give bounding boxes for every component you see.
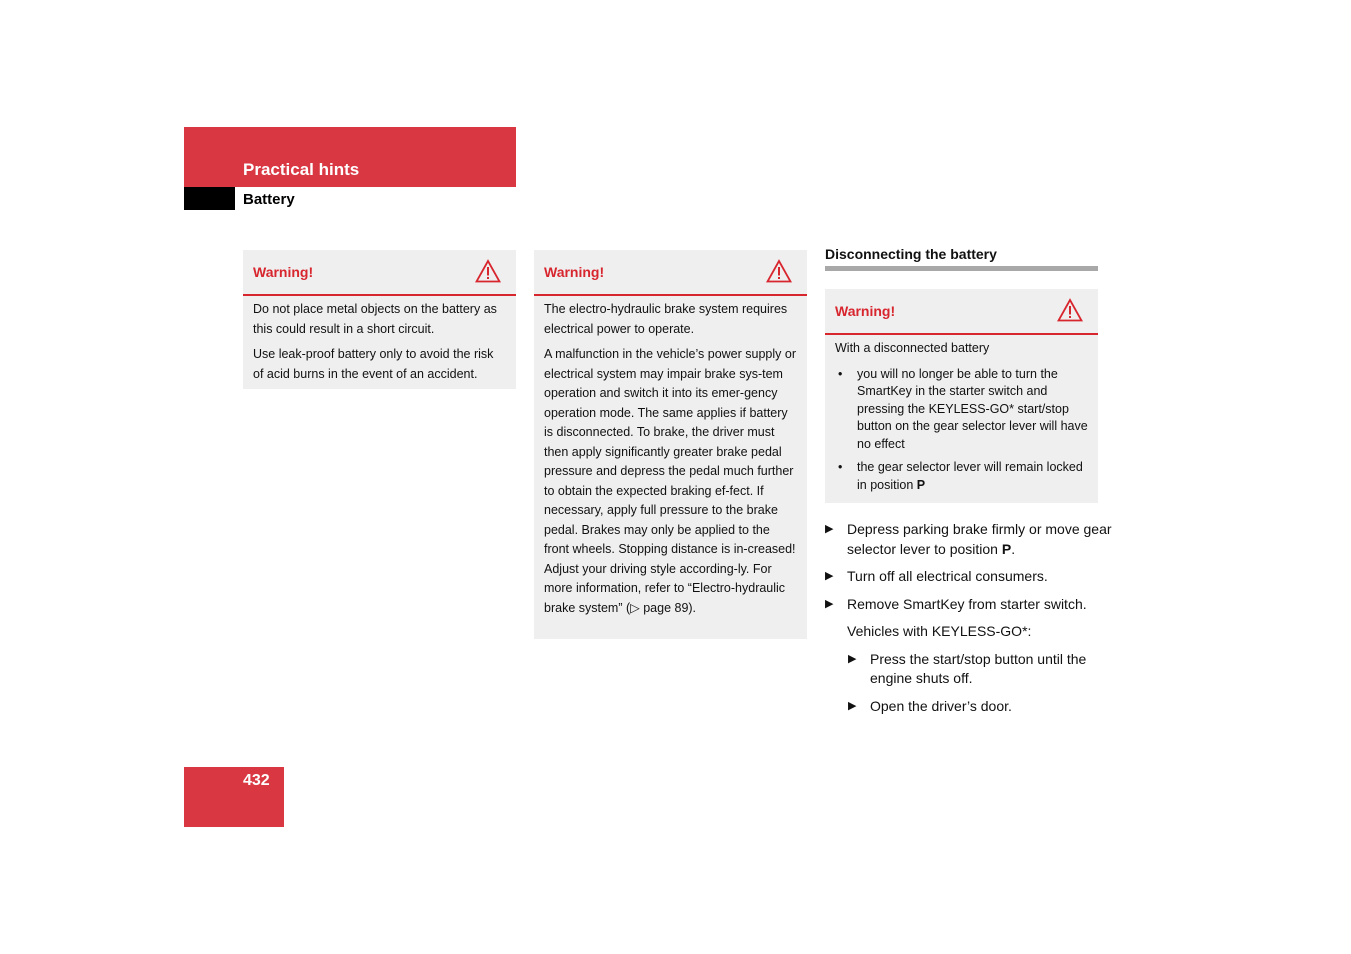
warning-paragraph: The electro-hydraulic brake system requires electrical power to operate.: [544, 302, 788, 336]
warning-triangle-icon: [475, 259, 501, 283]
instruction-steps: [825, 520, 1115, 724]
step-text: Depress parking brake firmly or move gear selector lever to position: [847, 521, 1112, 557]
instruction-substep: [825, 650, 1115, 689]
gear-position-label: P: [916, 477, 926, 492]
instruction-substep: [825, 697, 1115, 717]
list-item: [835, 459, 1088, 494]
warning-header: [825, 289, 1098, 335]
warning-paragraph: Do not place metal objects on the battery as this could result in a short circuit.: [253, 302, 497, 336]
bullet-text: you will no longer be able to turn the SmartKey in the starter switch and pressing the KEYLESS-GO* start/stop button on the gear selector lever will have no effect: [857, 366, 1088, 451]
section-rule: [825, 266, 1098, 271]
chapter-title: Practical hints: [243, 160, 360, 179]
warning-title: Warning!: [544, 264, 605, 280]
keyless-label: Vehicles with KEYLESS-GO*:: [847, 623, 1032, 639]
instruction-step: [825, 520, 1115, 559]
bullet-icon: •: [838, 460, 843, 474]
step-arrow-icon: ▶: [825, 570, 834, 582]
warning-bullet-list: [835, 366, 1088, 495]
instruction-step: [825, 567, 1115, 587]
section-tab-marker: [184, 187, 235, 210]
step-text: Remove SmartKey from starter switch.: [847, 595, 1087, 612]
bullet-icon: •: [838, 366, 843, 381]
step-text-tail: .: [1011, 540, 1016, 557]
warning-title: Warning!: [253, 264, 314, 280]
step-text: Turn off all electrical consumers.: [847, 568, 1048, 584]
bullet-text: the gear selector lever will remain locked in position: [857, 460, 1083, 492]
step-text: Open the driver’s door.: [870, 697, 1012, 714]
warning-box-battery-objects: [243, 250, 516, 389]
warning-paragraph: A malfunction in the vehicle’s power supply or electrical system may impair brake sys-tem operation and switch it into its emer-gency operation mode. The same applies if battery is disconnected. To brake, the driver must then apply significantly greater brake pedal pressure and depress the pedal much further to obtain the expected braking ef-fect. If necessary, apply full pressure to the brake pedal. Brakes may only be applied to the front wheels. Stopping distance is in-creased! Adjust your driving style according-ly. For more information, refer to “Electro-hydraulic brake system” (▷ page 89).: [544, 347, 796, 615]
instruction-step: [825, 595, 1115, 615]
warning-header: [243, 250, 516, 296]
warning-title: Warning!: [835, 303, 896, 319]
gear-position-label: P: [1001, 540, 1012, 557]
step-text: Press the start/stop button until the engine shuts off.: [870, 650, 1087, 686]
page-number: 432: [243, 772, 270, 789]
warning-box-brake-system: [534, 250, 807, 639]
warning-intro: With a disconnected battery: [835, 341, 990, 355]
step-arrow-icon: ▶: [848, 652, 857, 665]
section-heading: Disconnecting the battery: [825, 246, 997, 262]
warning-header: [534, 250, 807, 296]
step-arrow-icon: ▶: [825, 597, 834, 610]
list-item: [835, 366, 1088, 454]
warning-box-disconnected-battery: [825, 289, 1098, 503]
step-arrow-icon: ▶: [848, 699, 857, 712]
warning-paragraph: Use leak-proof battery only to avoid the risk of acid burns in the event of an accident.: [253, 347, 494, 381]
section-subtitle: Battery: [243, 191, 295, 208]
warning-triangle-icon: [1057, 298, 1083, 322]
warning-triangle-icon: [766, 259, 792, 283]
step-arrow-icon: ▶: [825, 523, 834, 535]
